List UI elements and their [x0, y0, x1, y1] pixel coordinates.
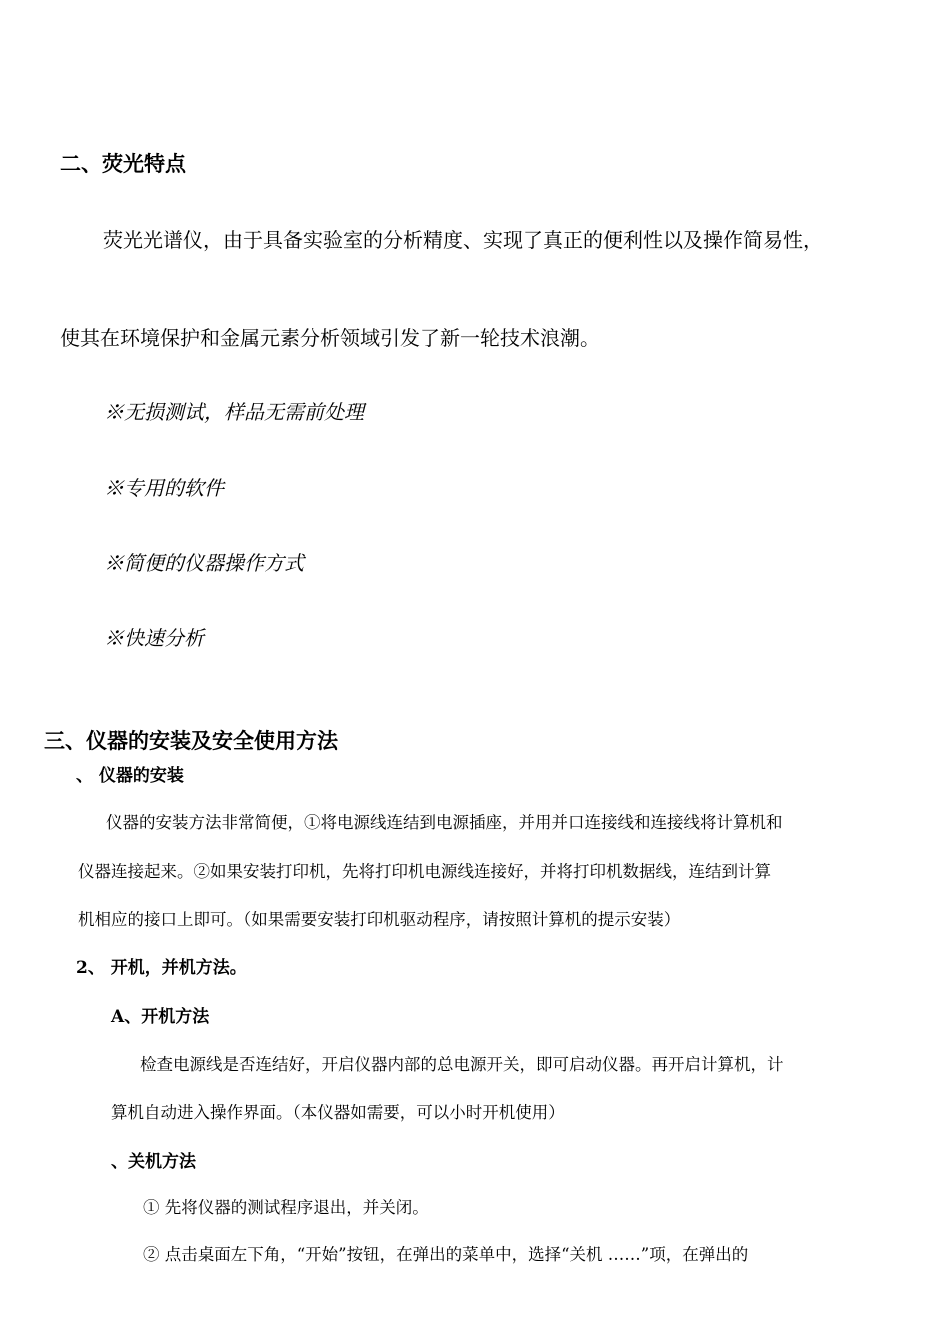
- paragraph-line: 算机自动进入操作界面。（本仪器如需要，可以小时开机使用）: [111, 1103, 565, 1122]
- paragraph-line: 仪器连接起来。②如果安装打印机，先将打印机电源线连接好，并将打印机数据线，连结到计算: [78, 862, 771, 881]
- step-line: ① 先将仪器的测试程序退出，并关闭。: [143, 1198, 429, 1217]
- subsection-heading-installation: 、 仪器的安装: [76, 766, 184, 786]
- section-heading-installation: 三、仪器的安装及安全使用方法: [44, 728, 338, 753]
- feature-bullet: ※无损测试，样品无需前处理: [104, 400, 364, 424]
- section-heading-fluorescence-features: 二、荧光特点: [60, 151, 186, 176]
- paragraph-line: 仪器的安装方法非常简便，①将电源线连结到电源插座，并用并口连接线和连接线将计算机和: [106, 813, 783, 832]
- feature-bullet: ※快速分析: [104, 626, 204, 650]
- paragraph-line: 使其在环境保护和金属元素分析领域引发了新一轮技术浪潮。: [60, 326, 600, 350]
- part-heading-power-on: A、开机方法: [111, 1007, 210, 1027]
- paragraph-line: 荧光光谱仪，由于具备实验室的分析精度、实现了真正的便利性以及操作简易性，: [103, 228, 823, 252]
- paragraph-line: 检查电源线是否连结好，开启仪器内部的总电源开关，即可启动仪器。再开启计算机，计: [140, 1055, 784, 1074]
- paragraph-line: 机相应的接口上即可。（如果需要安装打印机驱动程序，请按照计算机的提示安装）: [78, 910, 681, 929]
- feature-bullet: ※专用的软件: [104, 476, 224, 500]
- feature-bullet: ※简便的仪器操作方式: [104, 551, 304, 575]
- step-line: ② 点击桌面左下角，“开始”按钮，在弹出的菜单中，选择“关机 ……”项，在弹出的: [143, 1245, 749, 1264]
- part-heading-power-off: 、关机方法: [111, 1152, 196, 1172]
- subsection-heading-power: 2、 开机，并机方法。: [76, 958, 247, 978]
